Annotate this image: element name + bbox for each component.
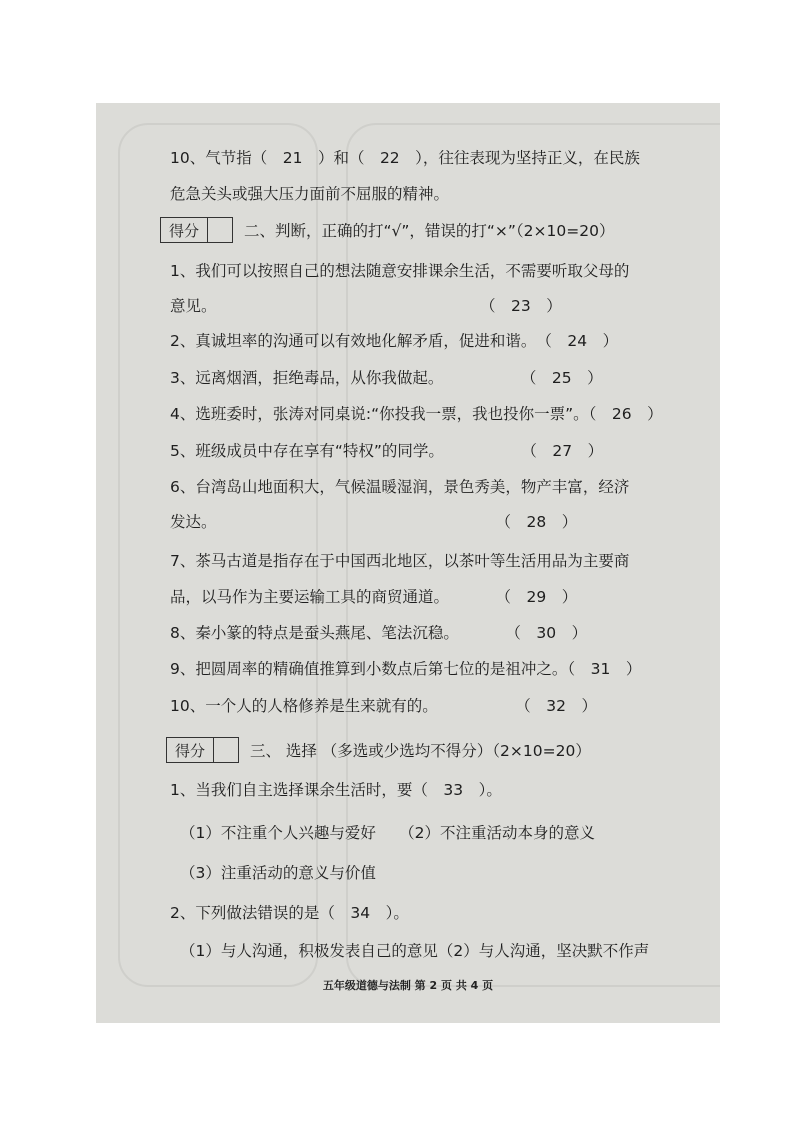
- question-line: 4、选班委时，张涛对同桌说:“你投我一票，我也投你一票”。（ 26 ）: [170, 405, 663, 423]
- score-box: [160, 217, 233, 243]
- section-header-judgement: [160, 217, 614, 243]
- option-line: （3）注重活动的意义与价值: [180, 864, 376, 882]
- section-title: 三、 选择 （多选或少选均不得分）（2×10=20）: [249, 742, 591, 760]
- option-line: （1）与人沟通，积极发表自己的意见（2）与人沟通，坚决默不作声: [180, 942, 650, 960]
- question-line: 2、下列做法错误的是（ 34 ）。: [170, 904, 409, 922]
- question-line: 1、当我们自主选择课余生活时，要（ 33 ）。: [170, 781, 502, 799]
- question-line: 发达。 （ 28 ）: [170, 513, 578, 531]
- score-box: [166, 737, 239, 763]
- question-line: 9、把圆周率的精确值推算到小数点后第七位的是祖冲之。（ 31 ）: [170, 660, 642, 678]
- score-label: 得分: [161, 218, 208, 242]
- question-line: 7、茶马古道是指存在于中国西北地区，以茶叶等生活用品为主要商: [170, 552, 630, 570]
- question-line: 1、我们可以按照自己的想法随意安排课余生活，不需要听取父母的: [170, 262, 630, 280]
- question-line: 危急关头或强大压力面前不屈服的精神。: [170, 185, 450, 203]
- question-line: 5、班级成员中存在享有“特权”的同学。 （ 27 ）: [170, 442, 604, 460]
- question-line: 10、一个人的人格修养是生来就有的。 （ 32 ）: [170, 697, 597, 715]
- question-line: 意见。 （ 23 ）: [170, 297, 562, 315]
- question-line: 8、秦小篆的特点是蚕头燕尾、笔法沉稳。 （ 30 ）: [170, 624, 588, 642]
- page-footer: 五年级道德与法制 第 2 页 共 4 页: [322, 979, 494, 992]
- score-label: 得分: [167, 738, 214, 762]
- option-line: （1）不注重个人兴趣与爱好 （2）不注重活动本身的意义: [180, 824, 595, 842]
- question-line: 品，以马作为主要运输工具的商贸通道。 （ 29 ）: [170, 588, 578, 606]
- section-title: 二、判断，正确的打“√”，错误的打“×”（2×10=20）: [243, 222, 615, 240]
- score-blank: [208, 218, 232, 242]
- exam-page: [96, 103, 720, 1023]
- question-line: 6、台湾岛山地面积大，气候温暖湿润，景色秀美，物产丰富，经济: [170, 478, 630, 496]
- question-line: 2、真诚坦率的沟通可以有效地化解矛盾，促进和谐。 （ 24 ）: [170, 332, 619, 350]
- score-blank: [214, 738, 238, 762]
- question-line: 10、气节指（ 21 ）和（ 22 ），往往表现为坚持正义，在民族: [170, 149, 640, 167]
- question-line: 3、远离烟酒，拒绝毒品，从你我做起。 （ 25 ）: [170, 369, 603, 387]
- section-header-choice: [166, 737, 591, 763]
